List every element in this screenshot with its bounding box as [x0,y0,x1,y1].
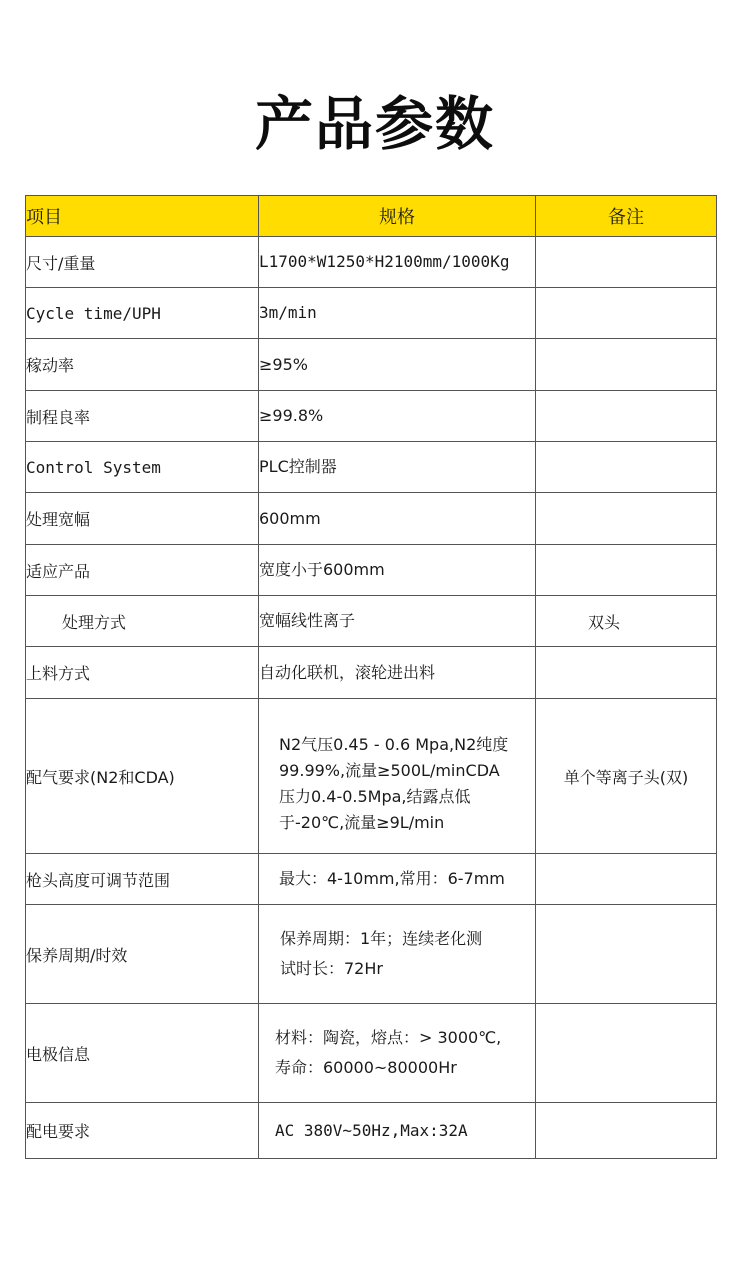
row-note [536,854,717,905]
spec-line: 压力0.4-0.5Mpa,结露点低 [279,787,471,806]
row-item: 处理方式 [26,596,259,647]
row-note [536,442,717,493]
table-row [26,545,717,596]
row-item: Control System [26,442,259,493]
row-spec: AC 380V~50Hz,Max:32A [259,1103,536,1159]
row-spec [259,699,536,854]
spec-line: 保养周期：1年；连续老化测 [280,929,483,948]
row-spec: 3m/min [259,288,536,339]
table-row [26,442,717,493]
row-note [536,1103,717,1159]
table-row [26,647,717,699]
row-spec: 自动化联机，滚轮进出料 [259,647,536,699]
row-note: 双头 [536,596,717,647]
table-row [26,237,717,288]
spec-line: 99.99%,流量≥500L/minCDA [279,761,500,780]
table-row [26,854,717,905]
row-item: 电极信息 [26,1004,259,1103]
row-spec: 最大：4-10mm,常用：6-7mm [259,854,536,905]
row-item: 适应产品 [26,545,259,596]
row-item: 枪头高度可调节范围 [26,854,259,905]
row-spec: L1700*W1250*H2100mm/1000Kg [259,237,536,288]
table-row [26,699,717,854]
row-item: 配气要求(N2和CDA) [26,699,259,854]
table-row [26,1004,717,1103]
header-spec: 规格 [259,196,536,237]
row-spec: 600mm [259,493,536,545]
row-item: 配电要求 [26,1103,259,1159]
spec-line: 材料：陶瓷，熔点：> 3000℃, [275,1028,502,1047]
row-note [536,545,717,596]
spec-table [25,195,717,1159]
row-note: 单个等离子头(双) [536,699,717,854]
row-note [536,391,717,442]
row-item: 稼动率 [26,339,259,391]
row-spec: ≥95% [259,339,536,391]
row-note [536,237,717,288]
table-row [26,339,717,391]
spec-line: 寿命：60000~80000Hr [275,1058,457,1077]
header-note: 备注 [536,196,717,237]
row-spec: 宽度小于600mm [259,545,536,596]
table-row [26,391,717,442]
table-row [26,596,717,647]
row-item: 保养周期/时效 [26,905,259,1004]
table-header-row [26,196,717,237]
row-spec [259,1004,536,1103]
page-title: 产品参数 [254,90,495,158]
row-item: 上料方式 [26,647,259,699]
table-row [26,288,717,339]
row-note [536,647,717,699]
table-row [26,493,717,545]
spec-line: N2气压0.45 - 0.6 Mpa,N2纯度 [279,735,509,754]
table-row [26,905,717,1004]
row-spec: PLC控制器 [259,442,536,493]
row-note [536,905,717,1004]
table-row [26,1103,717,1159]
row-item: 处理宽幅 [26,493,259,545]
row-item: Cycle time/UPH [26,288,259,339]
row-note [536,493,717,545]
row-item: 尺寸/重量 [26,237,259,288]
row-spec: 宽幅线性离子 [259,596,536,647]
row-item: 制程良率 [26,391,259,442]
spec-line: 试时长：72Hr [280,959,383,978]
row-note [536,288,717,339]
row-note [536,1004,717,1103]
row-spec: ≥99.8% [259,391,536,442]
spec-line: 于-20℃,流量≥9L/min [279,813,445,832]
header-item: 项目 [26,196,259,237]
row-note [536,339,717,391]
row-spec [259,905,536,1004]
